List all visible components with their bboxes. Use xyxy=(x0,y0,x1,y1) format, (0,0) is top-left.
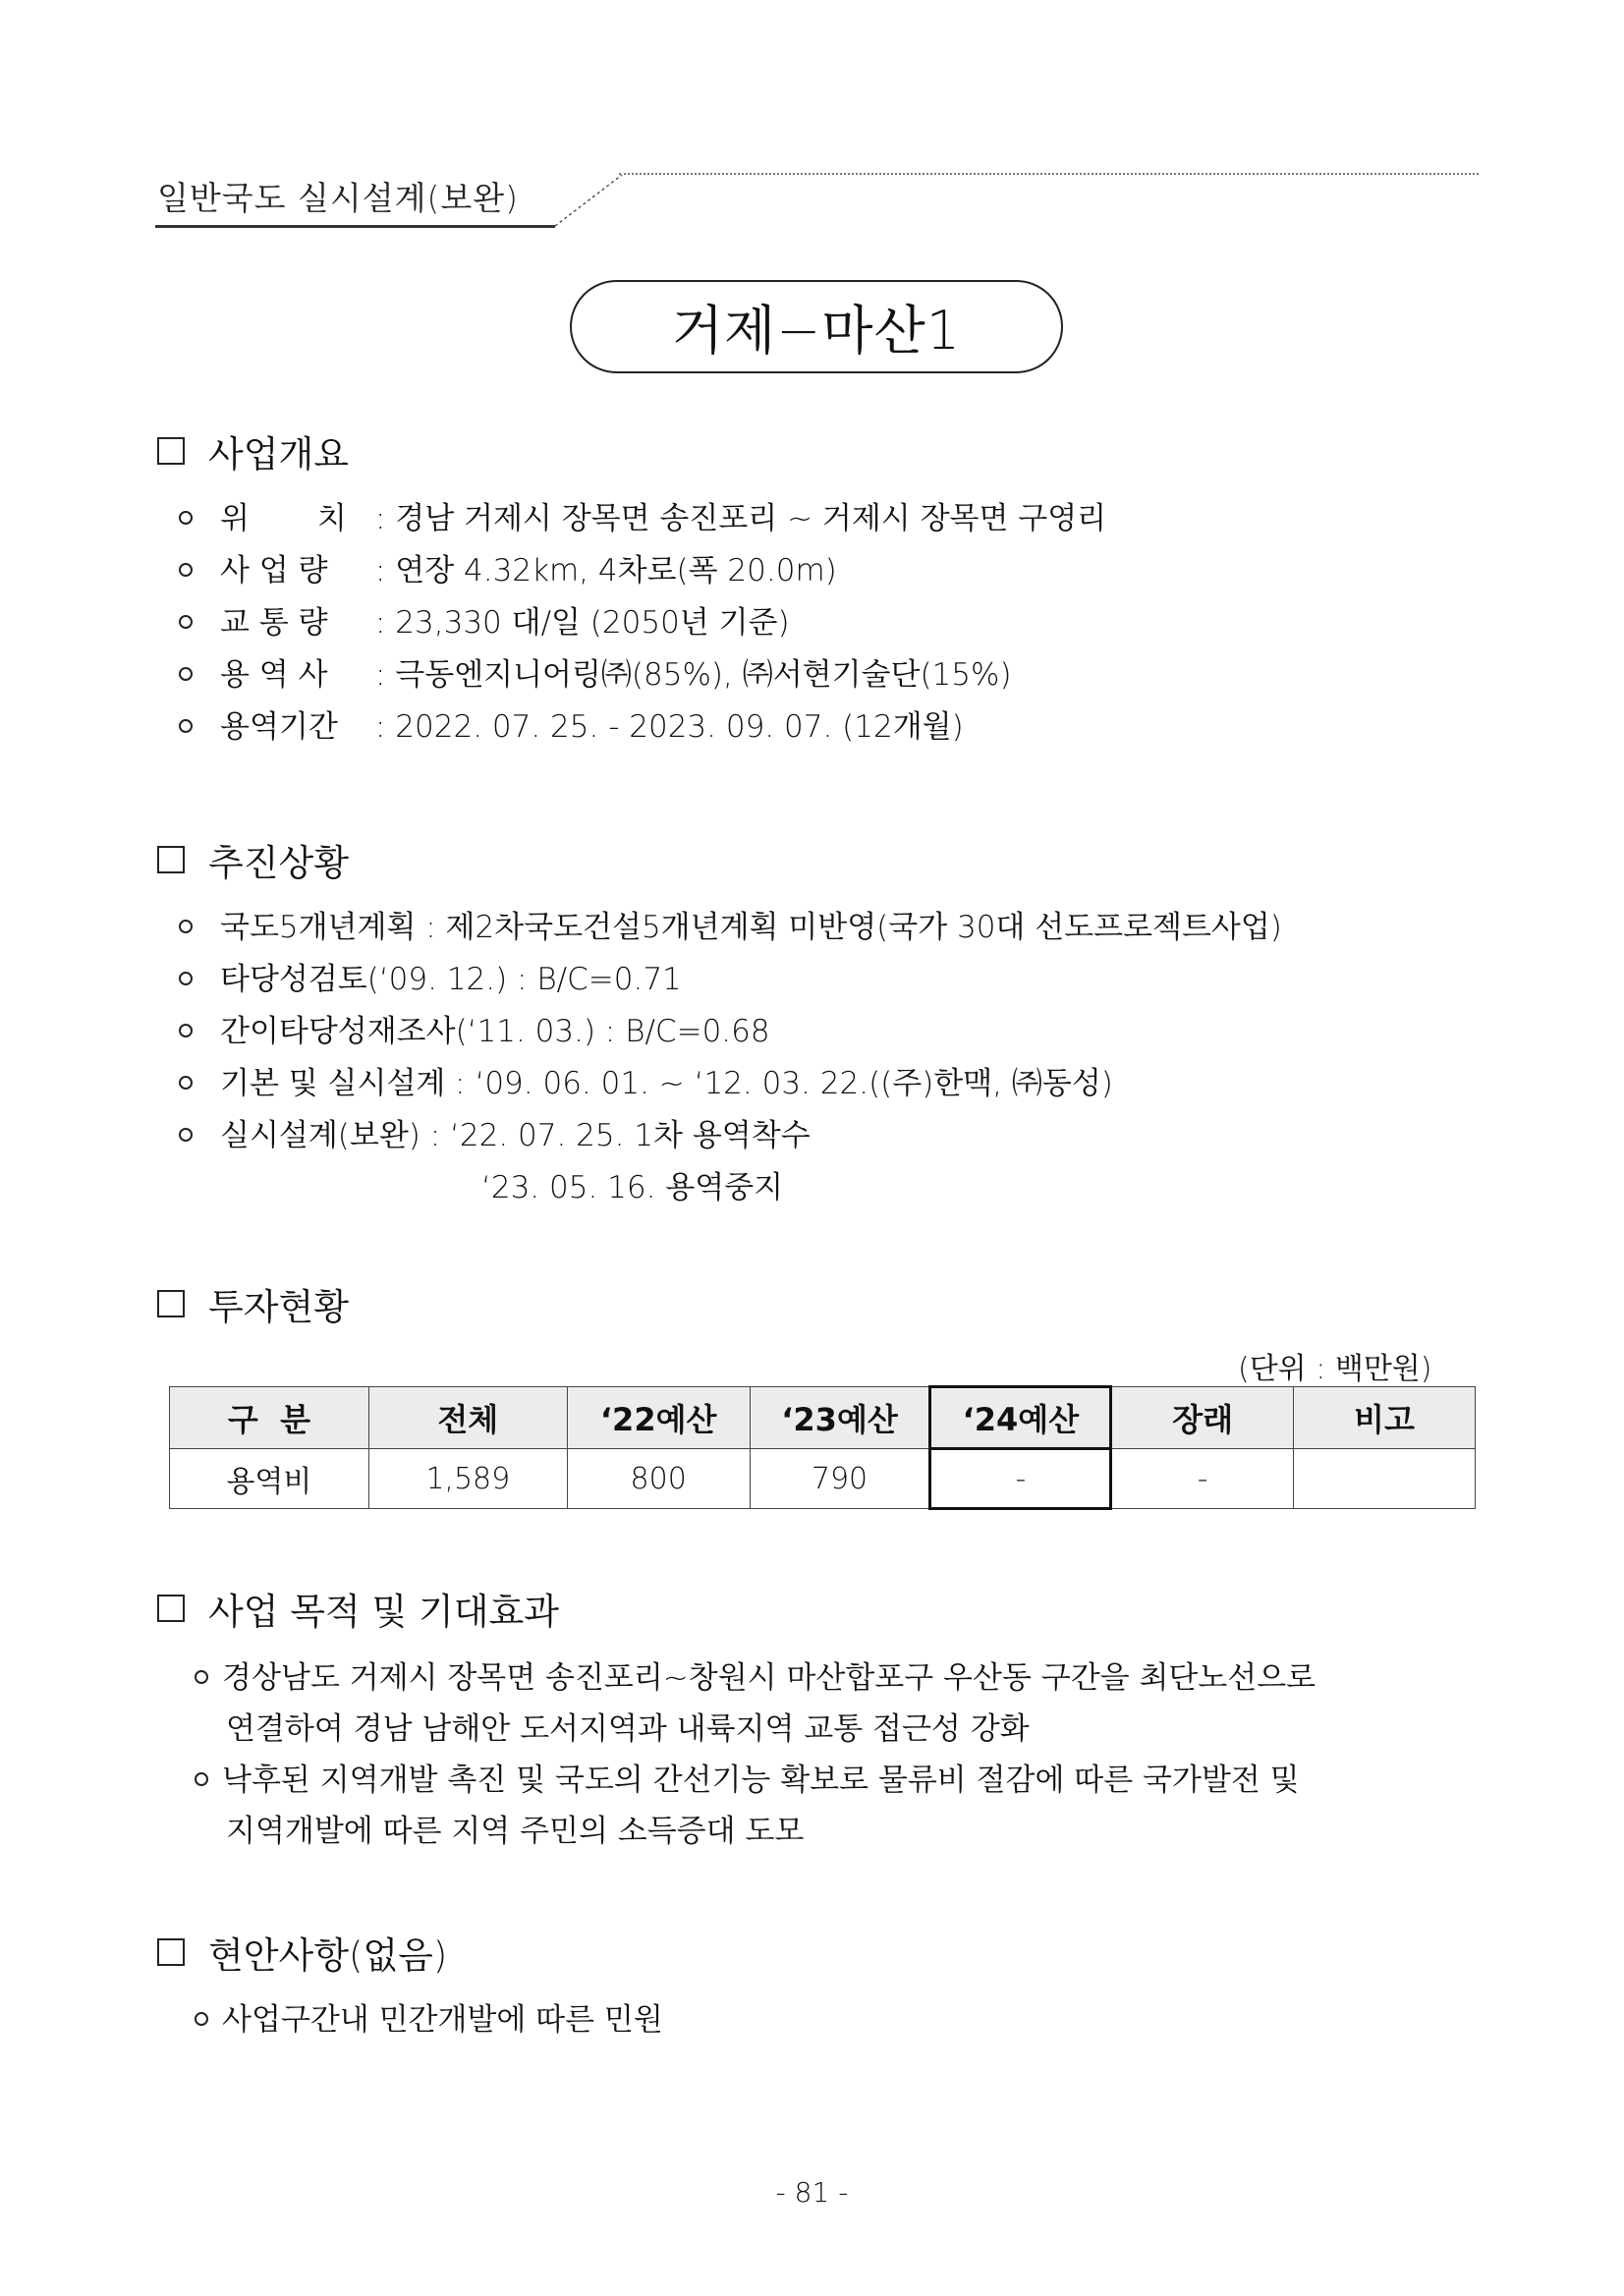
header-underline xyxy=(155,225,555,228)
table-cell: 용역비 xyxy=(170,1449,369,1509)
unit-note: (단위 : 백만원) xyxy=(1238,1352,1432,1386)
circle-bullet-icon xyxy=(179,1128,193,1142)
item-text: 타당성검토(‘09. 12.) : B/C=0.71 xyxy=(220,962,682,997)
circle-bullet-icon xyxy=(179,719,193,733)
investment-table xyxy=(169,1385,1476,1510)
section-title: 추진상황 xyxy=(208,842,349,884)
circle-bullet-icon xyxy=(195,1670,208,1684)
checkbox-square-icon xyxy=(157,1595,185,1622)
column-header: 장래 xyxy=(1111,1387,1294,1449)
item-label: 용 역 사 xyxy=(220,657,328,693)
section-investment-heading xyxy=(157,1277,349,1330)
table-cell: 790 xyxy=(750,1449,930,1509)
progress-item xyxy=(179,1110,811,1154)
section-overview-heading xyxy=(157,424,349,477)
circle-bullet-icon xyxy=(179,1076,193,1090)
item-text: 실시설계(보완) : ‘22. 07. 25. 1차 용역착수 xyxy=(220,1118,811,1153)
section-title: 사업개요 xyxy=(208,433,349,476)
item-text-line1: 경상남도 거제시 장목면 송진포리~창원시 마산합포구 우산동 구간을 최단노선으로 xyxy=(222,1660,1316,1696)
section-progress-heading xyxy=(157,833,349,886)
item-value: : 경남 거제시 장목면 송진포리 ~ 거제시 장목면 구영리 xyxy=(375,501,1107,536)
page-number: - 81 - xyxy=(775,2176,849,2209)
circle-bullet-icon xyxy=(179,615,193,629)
table-cell: - xyxy=(1111,1449,1294,1509)
section-purpose-heading xyxy=(157,1582,559,1635)
overview-item xyxy=(179,493,1106,537)
section-issues-heading xyxy=(157,1926,447,1979)
column-header: 비고 xyxy=(1294,1387,1476,1449)
item-text-line1: 낙후된 지역개발 촉진 및 국도의 간선기능 확보로 물류비 절감에 따른 국가발전 및 xyxy=(222,1763,1300,1798)
circle-bullet-icon xyxy=(179,563,193,577)
circle-bullet-icon xyxy=(179,920,193,933)
checkbox-square-icon xyxy=(157,846,185,873)
column-header: 구 분 xyxy=(170,1387,369,1449)
column-header: ‘22예산 xyxy=(567,1387,750,1449)
item-label: 용역기간 xyxy=(220,709,338,745)
progress-item xyxy=(179,954,682,998)
item-value: : 2022. 07. 25. - 2023. 09. 07. (12개월) xyxy=(375,709,964,745)
purpose-item xyxy=(195,1755,1482,1857)
overview-item xyxy=(179,701,964,746)
progress-item xyxy=(179,1006,770,1050)
section-title: 투자현황 xyxy=(208,1286,349,1328)
table-cell: 800 xyxy=(567,1449,750,1509)
column-header: ‘24예산 xyxy=(930,1387,1111,1449)
overview-item xyxy=(179,597,790,642)
header-dotted-line xyxy=(619,173,1479,175)
item-label: 위 치 xyxy=(220,501,347,536)
table-header-row xyxy=(170,1387,1476,1449)
overview-item xyxy=(179,545,837,589)
project-title: 거제−마산1 xyxy=(570,280,1063,373)
circle-bullet-icon xyxy=(179,511,193,525)
progress-item xyxy=(179,902,1282,946)
item-text: 사업구간내 민간개발에 따른 민원 xyxy=(222,2002,663,2038)
checkbox-square-icon xyxy=(157,437,185,465)
table-row xyxy=(170,1449,1476,1509)
checkbox-square-icon xyxy=(157,1938,185,1966)
circle-bullet-icon xyxy=(179,972,193,985)
item-label: 사 업 량 xyxy=(220,553,328,588)
table-cell: 1,589 xyxy=(368,1449,567,1509)
overview-item xyxy=(179,649,1012,694)
purpose-item xyxy=(195,1652,1482,1755)
item-text-line2: 지역개발에 따른 지역 주민의 소득증대 도모 xyxy=(226,1814,805,1849)
item-value: : 극동엔지니어링㈜(85%), ㈜서현기술단(15%) xyxy=(375,657,1012,693)
table-cell xyxy=(1294,1449,1476,1509)
section-title: 현안사항(없음) xyxy=(208,1934,448,1977)
item-value: : 23,330 대/일 (2050년 기준) xyxy=(375,605,790,641)
circle-bullet-icon xyxy=(179,667,193,681)
item-text: 간이타당성재조사(‘11. 03.) : B/C=0.68 xyxy=(220,1014,770,1049)
progress-item xyxy=(179,1058,1113,1102)
circle-bullet-icon xyxy=(195,2012,208,2026)
section-title: 사업 목적 및 기대효과 xyxy=(208,1591,559,1633)
progress-item-continuation: ‘23. 05. 16. 용역중지 xyxy=(481,1170,784,1205)
circle-bullet-icon xyxy=(179,1024,193,1037)
header-slash-decoration xyxy=(553,173,624,228)
running-header: 일반국도 실시설계(보완) xyxy=(157,179,520,217)
item-text-line2: 연결하여 경남 남해안 도서지역과 내륙지역 교통 접근성 강화 xyxy=(226,1711,1030,1747)
circle-bullet-icon xyxy=(195,1772,208,1786)
issues-item xyxy=(195,1994,1482,2045)
column-header: ‘23예산 xyxy=(750,1387,930,1449)
table-cell: - xyxy=(930,1449,1111,1509)
column-header: 전체 xyxy=(368,1387,567,1449)
checkbox-square-icon xyxy=(157,1290,185,1317)
item-text: 국도5개년계획 : 제2차국도건설5개년계획 미반영(국가 30대 선도프로젝트사업) xyxy=(220,910,1282,945)
item-value: : 연장 4.32km, 4차로(폭 20.0m) xyxy=(375,553,837,588)
item-text: 기본 및 실시설계 : ‘09. 06. 01. ~ ‘12. 03. 22.((주)한맥, ㈜동성) xyxy=(220,1066,1113,1101)
item-label: 교 통 량 xyxy=(220,605,328,641)
